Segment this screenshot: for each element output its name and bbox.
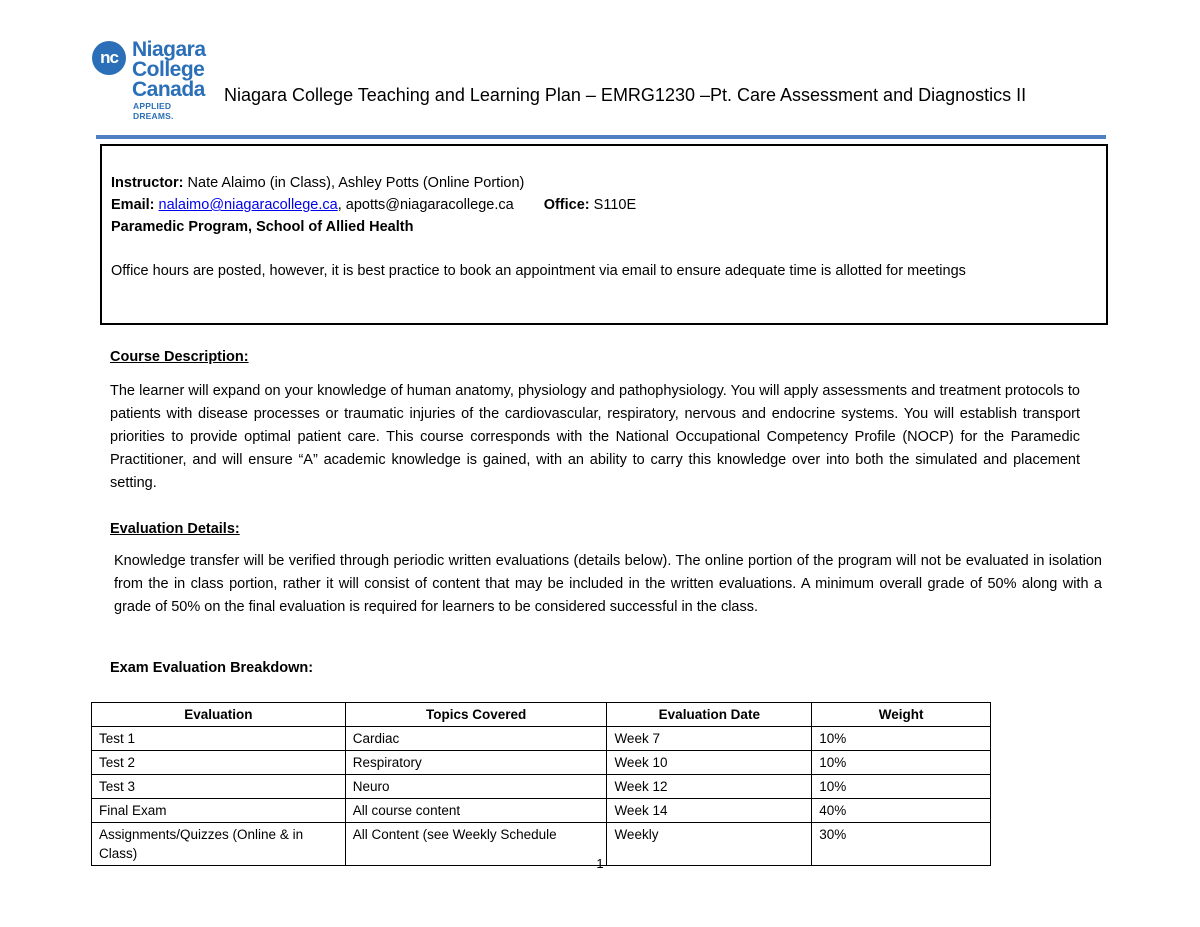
cell-topics: All course content	[345, 799, 607, 823]
evaluation-details-section	[110, 518, 1102, 619]
course-description-section	[110, 346, 1080, 495]
page-number: 1	[596, 856, 604, 871]
logo-text-line1: Niagara	[132, 38, 206, 61]
office-hours-note: Office hours are posted, however, it is best practice to book an appointment via email to ensure adequate time is allotted for meetings	[111, 263, 966, 279]
course-description-text: The learner will expand on your knowledge of human anatomy, physiology and pathophysiology. You will apply assessments and treatment protocols to patients with disease processes or traumatic injuries of the cardiovascular, respiratory, nervous and endocrine systems. You will establish transport priorities to provide optimal patient care. This course corresponds with the National Occupational Competency Profile (NOCP) for the Paramedic Practitioner, and will ensure “A” academic knowledge is gained, with an ability to carry this knowledge over into both the simulated and placement setting.	[110, 383, 1080, 491]
office-label: Office:	[543, 197, 590, 213]
cell-weight: 10%	[812, 727, 991, 751]
course-description-heading: Course Description:	[110, 349, 249, 365]
header-divider	[96, 135, 1106, 139]
cell-weight: 40%	[812, 799, 991, 823]
nc-logo-mark: nc	[92, 41, 126, 75]
program-line	[111, 216, 1098, 238]
cell-date: Weekly	[607, 823, 812, 866]
cell-topics: Cardiac	[345, 727, 607, 751]
cell-weight: 10%	[812, 775, 991, 799]
cell-date: Week 14	[607, 799, 812, 823]
table-row	[92, 775, 991, 799]
table-row	[92, 727, 991, 751]
cell-weight: 30%	[812, 823, 991, 866]
table-row	[92, 799, 991, 823]
instructor-email-link[interactable]: nalaimo@niagaracollege.ca	[158, 197, 338, 213]
logo-tagline: APPLIED DREAMS.	[133, 101, 174, 121]
niagara-college-logo	[92, 38, 212, 121]
evaluation-details-heading: Evaluation Details:	[110, 521, 240, 537]
cell-evaluation: Assignments/Quizzes (Online & in Class)	[92, 823, 346, 866]
table-header-row	[92, 703, 991, 727]
column-header-evaluation: Evaluation	[92, 703, 346, 727]
exam-breakdown-table	[91, 702, 991, 866]
logo-text-line2: College	[132, 58, 205, 81]
exam-breakdown-heading: Exam Evaluation Breakdown:	[110, 660, 314, 676]
cell-weight: 10%	[812, 751, 991, 775]
document-title: Niagara College Teaching and Learning Plan – EMRG1230 –Pt. Care Assessment and Diagnostics II	[224, 85, 1027, 105]
instructor-value: Nate Alaimo (in Class), Ashley Potts (Online Portion)	[187, 175, 525, 191]
email-label: Email:	[111, 197, 155, 213]
logo-text-line3: Canada	[132, 78, 205, 101]
column-header-weight: Weight	[812, 703, 991, 727]
cell-date: Week 7	[607, 727, 812, 751]
program-name: Paramedic Program, School of Allied Health	[111, 219, 414, 235]
cell-date: Week 12	[607, 775, 812, 799]
instructor-label: Instructor:	[111, 175, 184, 191]
cell-date: Week 10	[607, 751, 812, 775]
column-header-date: Evaluation Date	[607, 703, 812, 727]
evaluation-details-text: Knowledge transfer will be verified through periodic written evaluations (details below). The online portion of the program will not be evaluated in isolation from the in class portion, rather it will consist of content that may be included in the written evaluations. A minimum overall grade of 50% along with a grade of 50% on the final evaluation is required for learners to be considered successful in the class.	[114, 553, 1102, 615]
secondary-email: , apotts@niagaracollege.ca	[337, 197, 514, 213]
cell-evaluation: Test 3	[92, 775, 346, 799]
office-value: S110E	[593, 197, 637, 213]
column-header-topics: Topics Covered	[345, 703, 607, 727]
cell-topics: All Content (see Weekly Schedule	[345, 823, 607, 866]
cell-evaluation: Test 2	[92, 751, 346, 775]
cell-evaluation: Final Exam	[92, 799, 346, 823]
email-line	[111, 194, 1098, 216]
office-info	[544, 197, 636, 213]
table-row	[92, 751, 991, 775]
instructor-info-box	[100, 144, 1108, 325]
cell-topics: Neuro	[345, 775, 607, 799]
cell-evaluation: Test 1	[92, 727, 346, 751]
instructor-line	[111, 172, 1098, 194]
cell-topics: Respiratory	[345, 751, 607, 775]
